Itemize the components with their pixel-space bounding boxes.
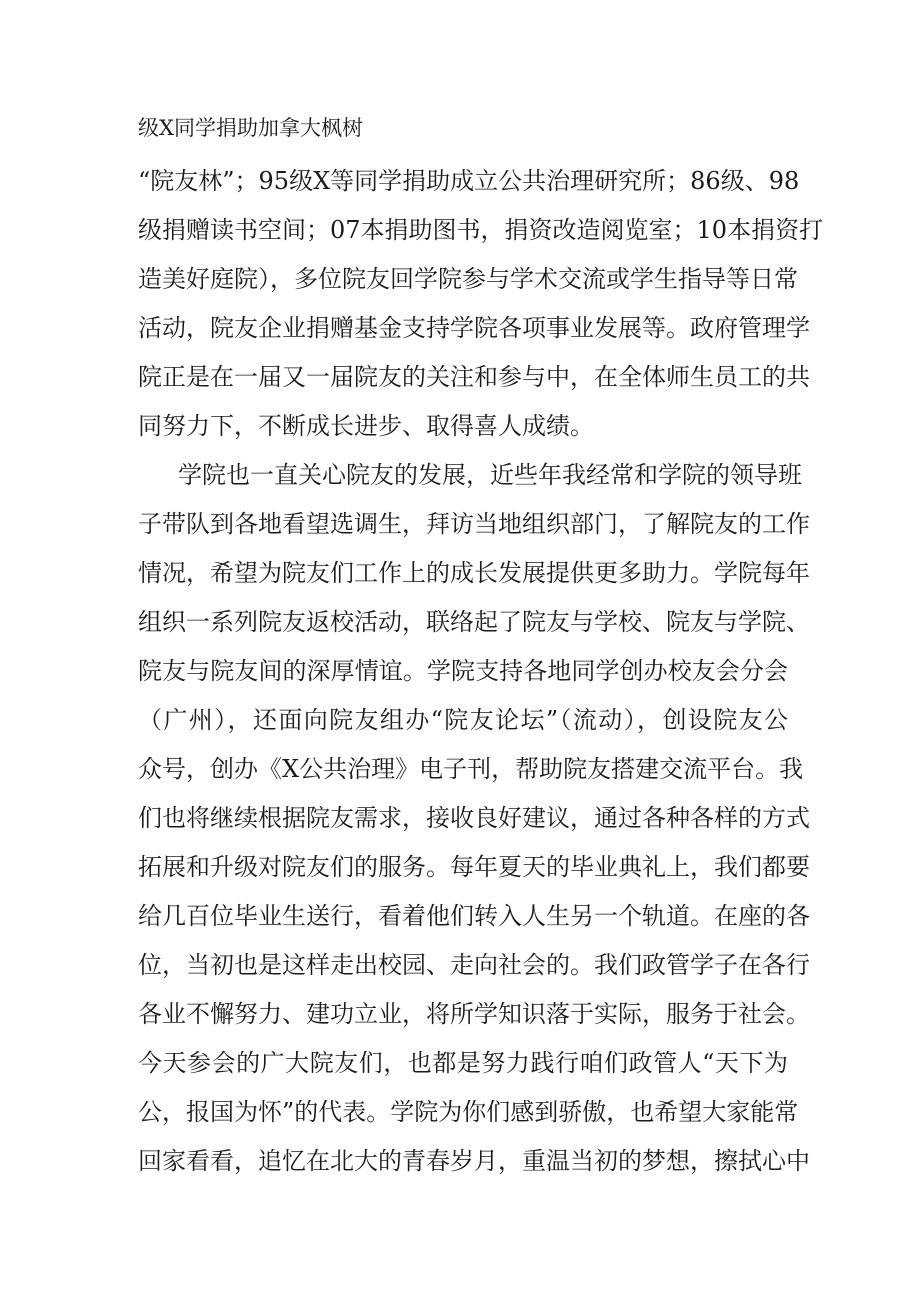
paragraph-1-line: 造美好庭院），多位院友回学院参与学术交流或学生指导等日常 — [138, 265, 798, 293]
paragraph-2-line: 情况，希望为院友们工作上的成长发展提供更多助力。学院每年 — [138, 559, 810, 587]
paragraph-1-line: “院友林”；95级X等同学捐助成立公共治理研究所；86级、98 — [138, 167, 800, 195]
heading-fragment: 级X同学捐助加拿大枫树 — [138, 116, 363, 140]
paragraph-2-line: 拓展和升级对院友们的服务。每年夏天的毕业典礼上，我们都要 — [138, 853, 810, 881]
paragraph-1-line: 级捐赠读书空间；07本捐助图书，捐资改造阅览室；10本捐资打 — [138, 216, 824, 244]
paragraph-2-line: 们也将继续根据院友需求，接收良好建议，通过各种各样的方式 — [138, 804, 810, 832]
paragraph-2-line: 院友与院友间的深厚情谊。学院支持各地同学创办校友会分会 — [138, 657, 788, 685]
paragraph-1-line: 同努力下，不断成长进步、取得喜人成绩。 — [138, 412, 594, 440]
paragraph-2-line: 回家看看，追忆在北大的青春岁月，重温当初的梦想，擦拭心中 — [138, 1147, 810, 1175]
paragraph-2-line: 子带队到各地看望选调生，拜访当地组织部门，了解院友的工作 — [138, 510, 810, 538]
paragraph-2-line: 公，报国为怀”的代表。学院为你们感到骄傲，也希望大家能常 — [138, 1098, 799, 1126]
paragraph-2-line: 位，当初也是这样走出校园、走向社会的。我们政管学子在各行 — [138, 951, 810, 979]
paragraph-1-line: 院正是在一届又一届院友的关注和参与中，在全体师生员工的共 — [138, 363, 810, 391]
paragraph-2-line: 学院也一直关心院友的发展，近些年我经常和学院的领导班 — [178, 461, 802, 489]
paragraph-2-line: 众号，创办《X公共治理》电子刊，帮助院友搭建交流平台。我 — [138, 755, 804, 783]
paragraph-2-line: （广州），还面向院友组办“院友论坛”（流动），创设院友公 — [138, 706, 788, 734]
paragraph-2-line: 今天参会的广大院友们，也都是努力践行咱们政管人“天下为 — [138, 1049, 788, 1077]
paragraph-2-line: 给几百位毕业生送行，看着他们转入人生另一个轨道。在座的各 — [138, 902, 810, 930]
paragraph-2-line: 各业不懈努力、建功立业，将所学知识落于实际，服务于社会。 — [138, 1000, 810, 1028]
paragraph-1-line: 活动，院友企业捐赠基金支持学院各项事业发展等。政府管理学 — [138, 314, 810, 342]
paragraph-2-line: 组织一系列院友返校活动，联络起了院友与学校、院友与学院、 — [138, 608, 810, 636]
